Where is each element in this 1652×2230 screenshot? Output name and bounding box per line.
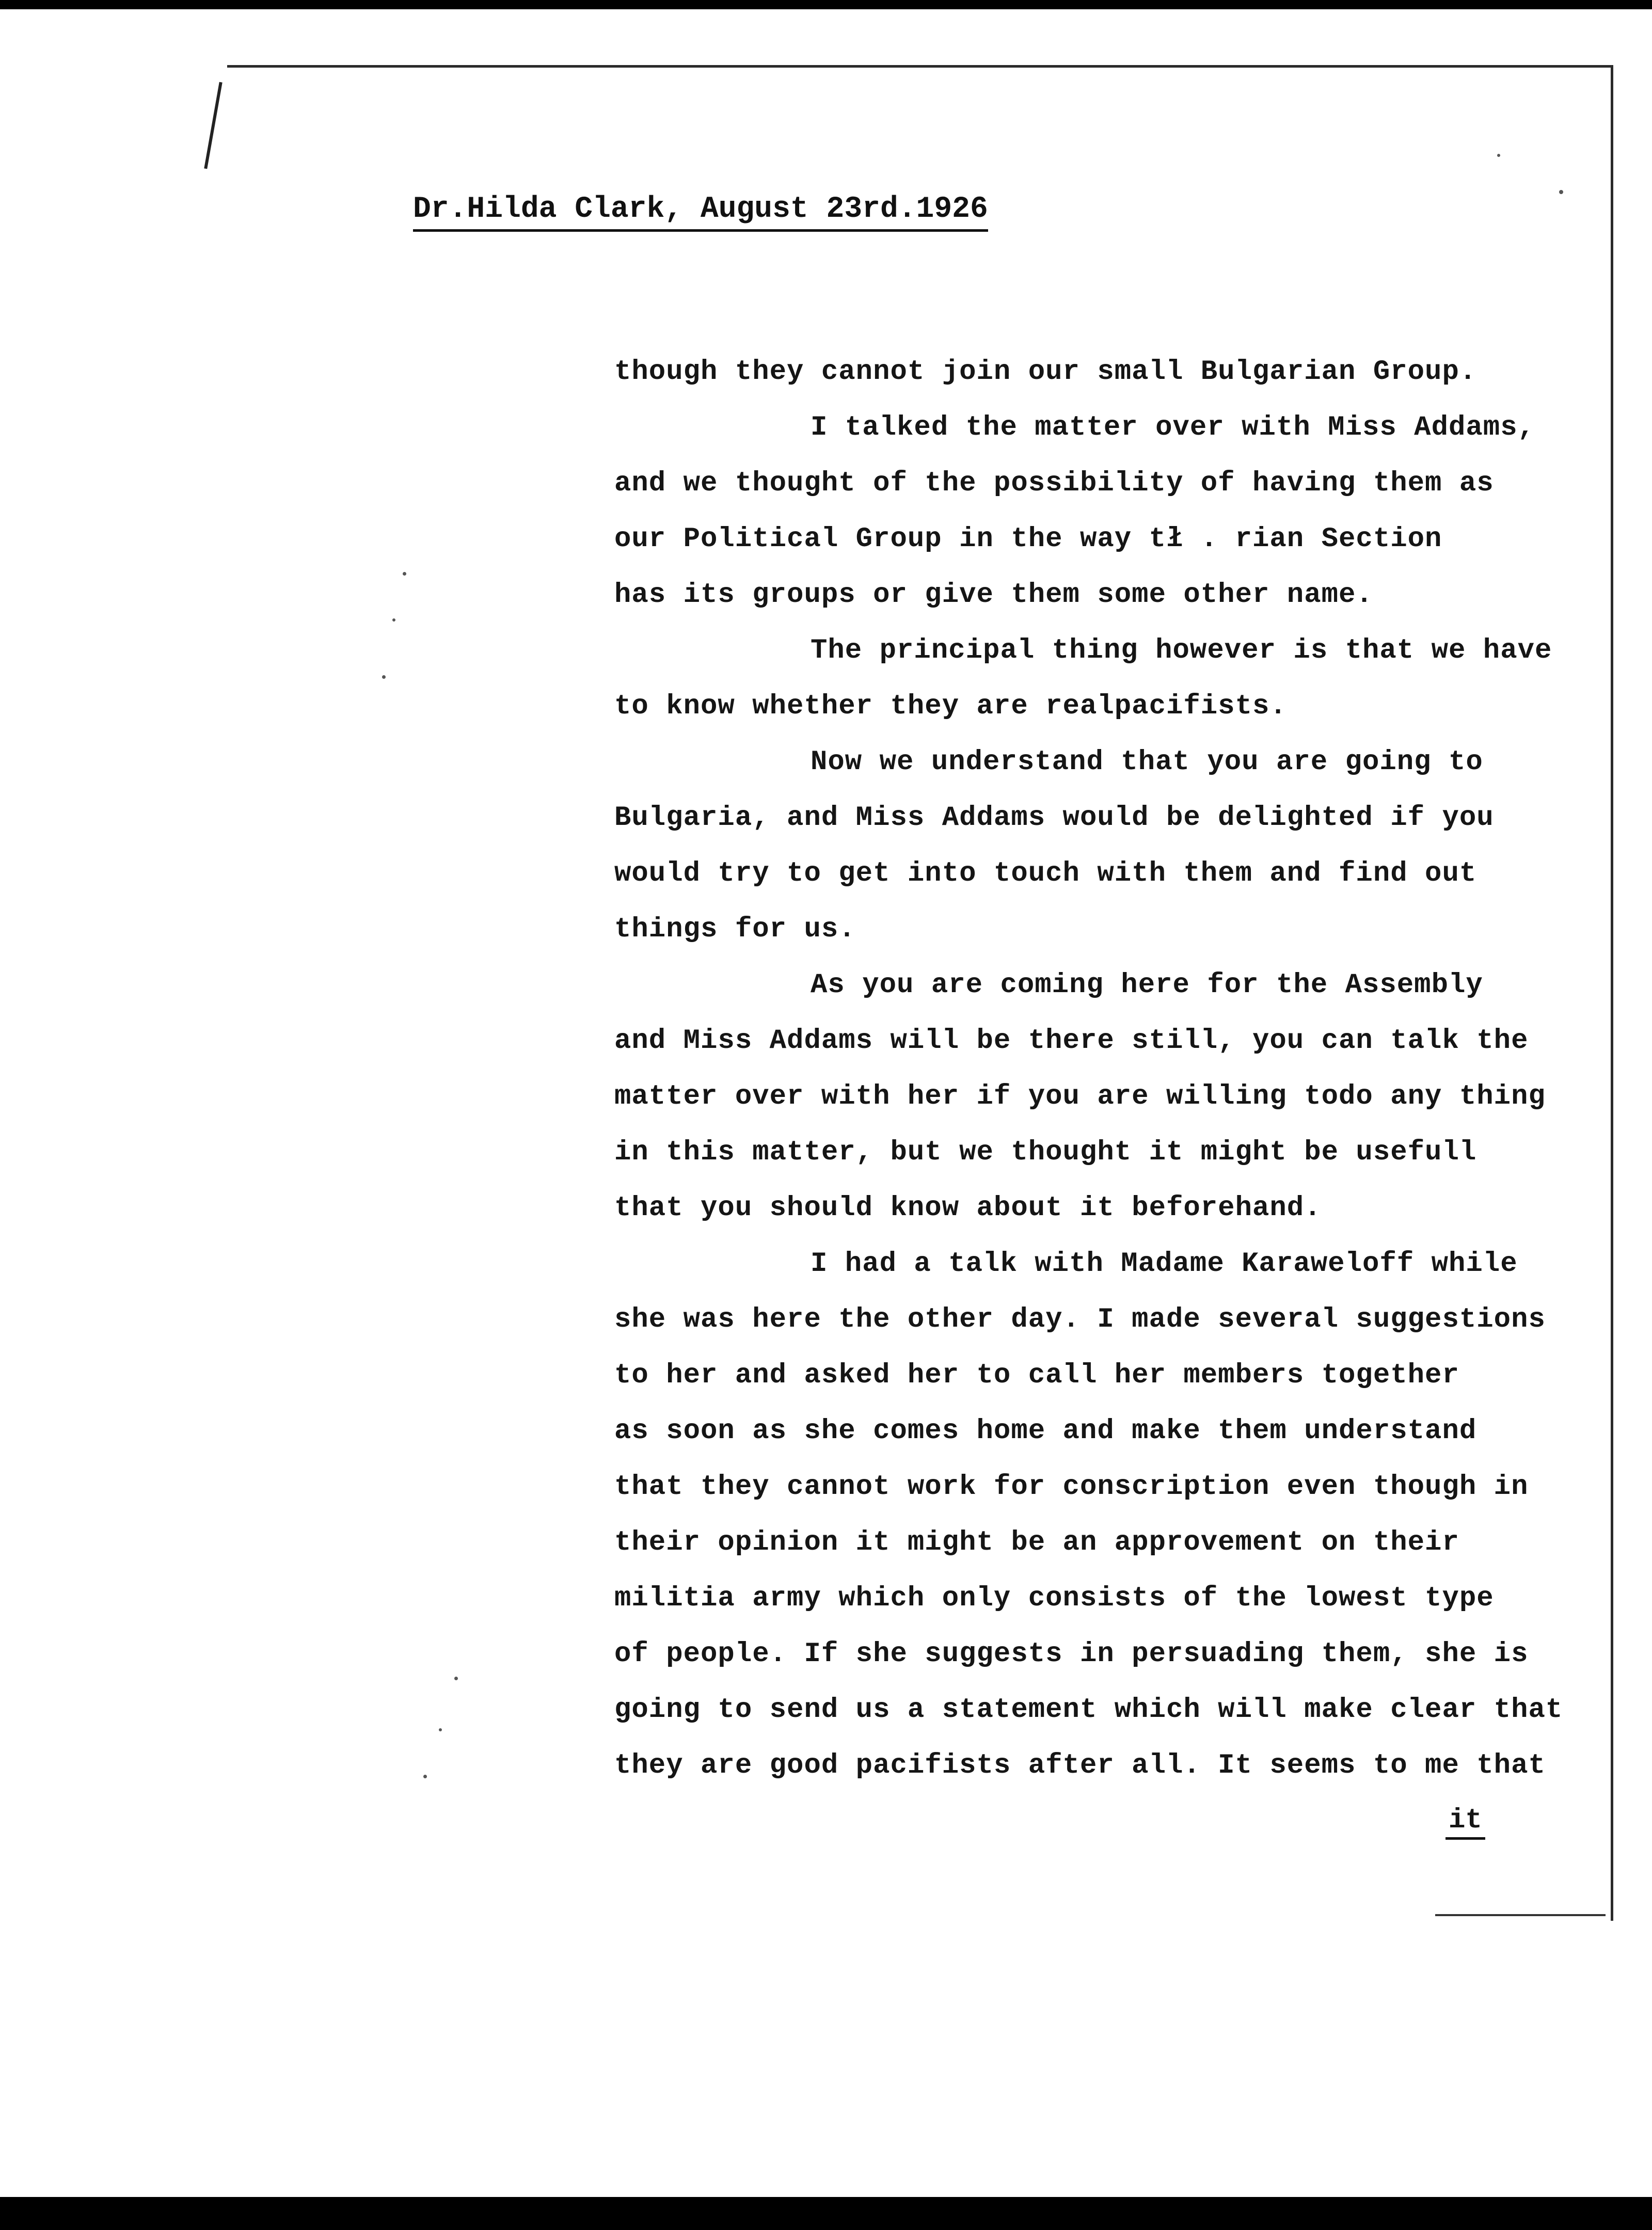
text-line: in this matter, but we thought it might be usefull: [614, 1137, 1477, 1168]
text-line: though they cannot join our small Bulgarian Group.: [614, 356, 1477, 388]
speck: [423, 1775, 427, 1778]
text-line: our Political Group in the way tł . rian Section: [614, 523, 1442, 555]
speck: [439, 1728, 442, 1731]
text-line: would try to get into touch with them and find out: [614, 858, 1477, 889]
text-line: I had a talk with Madame Karaweloff while: [811, 1248, 1518, 1280]
text-line: matter over with her if you are willing todo any thing: [614, 1081, 1546, 1112]
text-line: As you are coming here for the Assembly: [811, 969, 1483, 1001]
speck: [454, 1677, 458, 1680]
text-line: she was here the other day. I made several suggestions: [614, 1304, 1546, 1335]
text-line: Now we understand that you are going to: [811, 746, 1483, 778]
speck: [403, 572, 406, 576]
text-line: of people. If she suggests in persuading them, she is: [614, 1638, 1529, 1670]
text-line: I talked the matter over with Miss Addams,: [811, 412, 1535, 443]
text-line: that they cannot work for conscription even though in: [614, 1471, 1529, 1503]
speck: [382, 675, 386, 679]
text-line: to her and asked her to call her members together: [614, 1360, 1459, 1391]
edge-mark: [204, 82, 222, 169]
text-line: things for us.: [614, 914, 856, 945]
speck: [1559, 190, 1563, 194]
text-line: their opinion it might be an approvement on their: [614, 1527, 1459, 1558]
text-line: and we thought of the possibility of having them as: [614, 468, 1494, 499]
bottom-rule: [1435, 1914, 1606, 1916]
text-line: going to send us a statement which will make clear that: [614, 1694, 1563, 1726]
text-line: that you should know about it beforehand.: [614, 1192, 1322, 1224]
catchword: it: [1446, 1805, 1485, 1840]
text-line: they are good pacifists after all. It seems to me that: [614, 1750, 1546, 1781]
speck: [1497, 154, 1500, 157]
speck: [392, 618, 395, 622]
text-line: The principal thing however is that we have: [811, 635, 1552, 666]
document-page: [0, 9, 1652, 2197]
page-header: Dr.Hilda Clark, August 23rd.1926: [413, 193, 988, 232]
text-line: and Miss Addams will be there still, you can talk the: [614, 1025, 1529, 1057]
text-line: to know whether they are realpacifists.: [614, 691, 1287, 722]
text-line: militia army which only consists of the lowest type: [614, 1583, 1494, 1614]
text-line: Bulgaria, and Miss Addams would be delighted if you: [614, 802, 1494, 834]
text-line: has its groups or give them some other name.: [614, 579, 1373, 611]
text-line: as soon as she comes home and make them understand: [614, 1415, 1477, 1447]
